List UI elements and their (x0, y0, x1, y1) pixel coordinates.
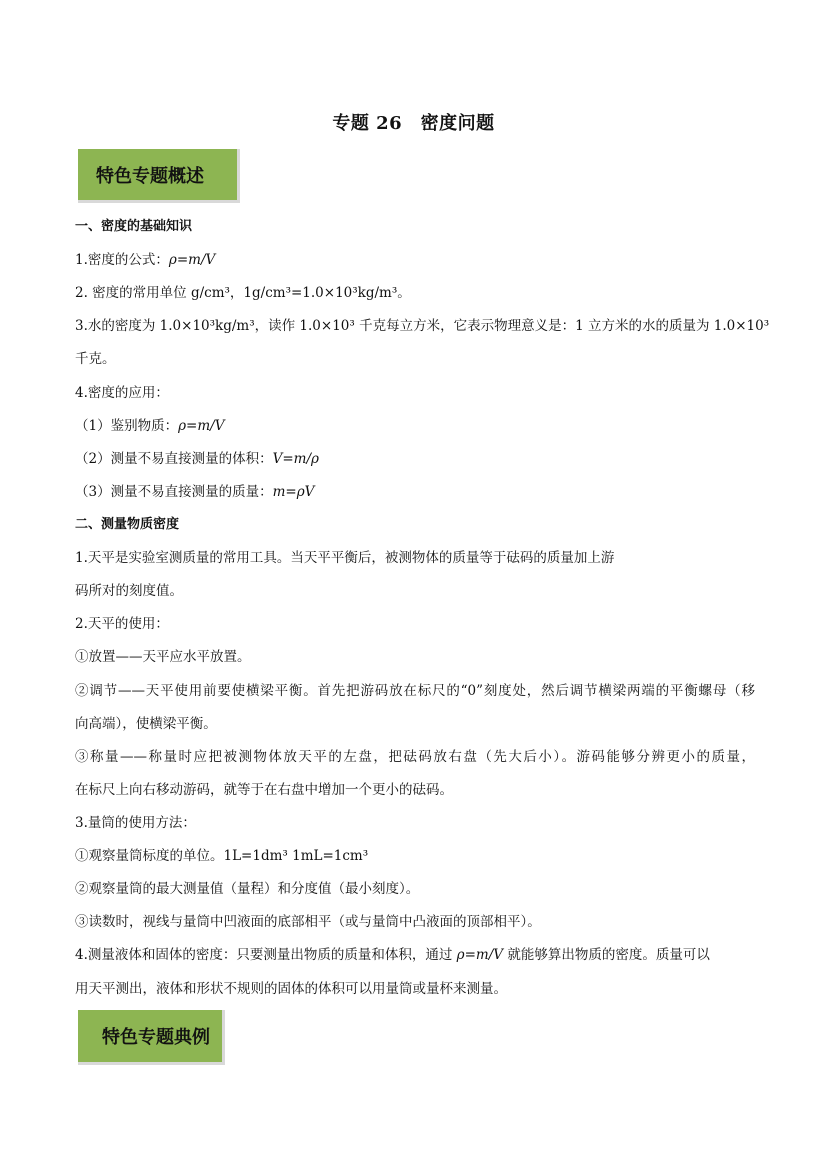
examples-banner: 特色专题典例 (78, 1010, 225, 1065)
section-heading-density-basics: 一、密度的基础知识 (75, 219, 193, 234)
formula: ρ=m/V (456, 947, 504, 963)
balance-step-weigh-cont: 在标尺上向右移动游码，就等于在右盘中增加一个更小的砝码。 (75, 782, 453, 798)
balance-step-adjust: ②调节——天平使用前要使横梁平衡。首先把游码放在标尺的“0”刻度处，然后调节横梁两端的平衡螺母（移 (75, 683, 755, 699)
application-text: （1）鉴别物质： (75, 418, 179, 434)
page-title: 专题 26 密度问题 (332, 113, 495, 134)
balance-step-weigh: ③称量——称量时应把被测物体放天平的左盘，把砝码放右盘（先大后小）。游码能够分辨更小的质量， (75, 749, 755, 765)
paragraph-formula (75, 251, 755, 269)
paragraph-text: 就能够算出物质的密度。质量可以 (503, 947, 710, 963)
paragraph-measure-density (75, 946, 755, 964)
cylinder-step-reading: ③读数时，视线与量筒中凹液面的底部相平（或与量筒中凸液面的顶部相平）。 (75, 914, 541, 930)
paragraph-text: 4.测量液体和固体的密度：只要测量出物质的质量和体积，通过 (75, 947, 457, 963)
application-identify (75, 417, 755, 435)
paragraph-measure-density-cont: 用天平测出，液体和形状不规则的固体的体积可以用量筒或量杯来测量。 (75, 981, 507, 997)
cylinder-step-units: ①观察量筒标度的单位。1L=1dm³ 1mL=1cm³ (75, 848, 369, 864)
paragraph-balance-usage: 2.天平的使用： (75, 616, 169, 632)
formula: m=ρV (272, 484, 315, 500)
application-text: （2）测量不易直接测量的体积： (75, 451, 273, 467)
paragraph-water-density-cont: 千克。 (75, 351, 116, 367)
paragraph-cylinder-usage: 3.量筒的使用方法： (75, 815, 196, 831)
balance-step-adjust-cont: 向高端），使横梁平衡。 (75, 716, 217, 732)
cylinder-step-range: ②观察量筒的最大测量值（量程）和分度值（最小刻度）。 (75, 881, 420, 897)
section-heading-measuring-density: 二、测量物质密度 (75, 517, 180, 532)
application-mass (75, 483, 755, 501)
paragraph-balance: 1.天平是实验室测质量的常用工具。当天平平衡后，被测物体的质量等于砝码的质量加上游 (75, 550, 615, 566)
formula: V=m/ρ (272, 451, 319, 467)
paragraph-units: 2. 密度的常用单位 g/cm³，1g/cm³=1.0×10³kg/m³。 (75, 285, 411, 301)
formula: ρ=m/V (178, 418, 225, 434)
paragraph-text: 1.密度的公式： (75, 252, 169, 268)
balance-step-place: ①放置——天平应水平放置。 (75, 649, 251, 665)
density-formula: ρ=m/V (168, 252, 216, 268)
overview-banner: 特色专题概述 (78, 149, 240, 203)
application-text: （3）测量不易直接测量的质量： (75, 484, 273, 500)
paragraph-applications: 4.密度的应用： (75, 385, 169, 401)
application-volume (75, 450, 755, 468)
paragraph-balance-cont: 码所对的刻度值。 (75, 583, 183, 599)
paragraph-water-density: 3.水的密度为 1.0×10³kg/m³，读作 1.0×10³ 千克每立方米，它表示物理意义是：1 立方米的水的质量为 1.0×10³ (75, 318, 770, 334)
